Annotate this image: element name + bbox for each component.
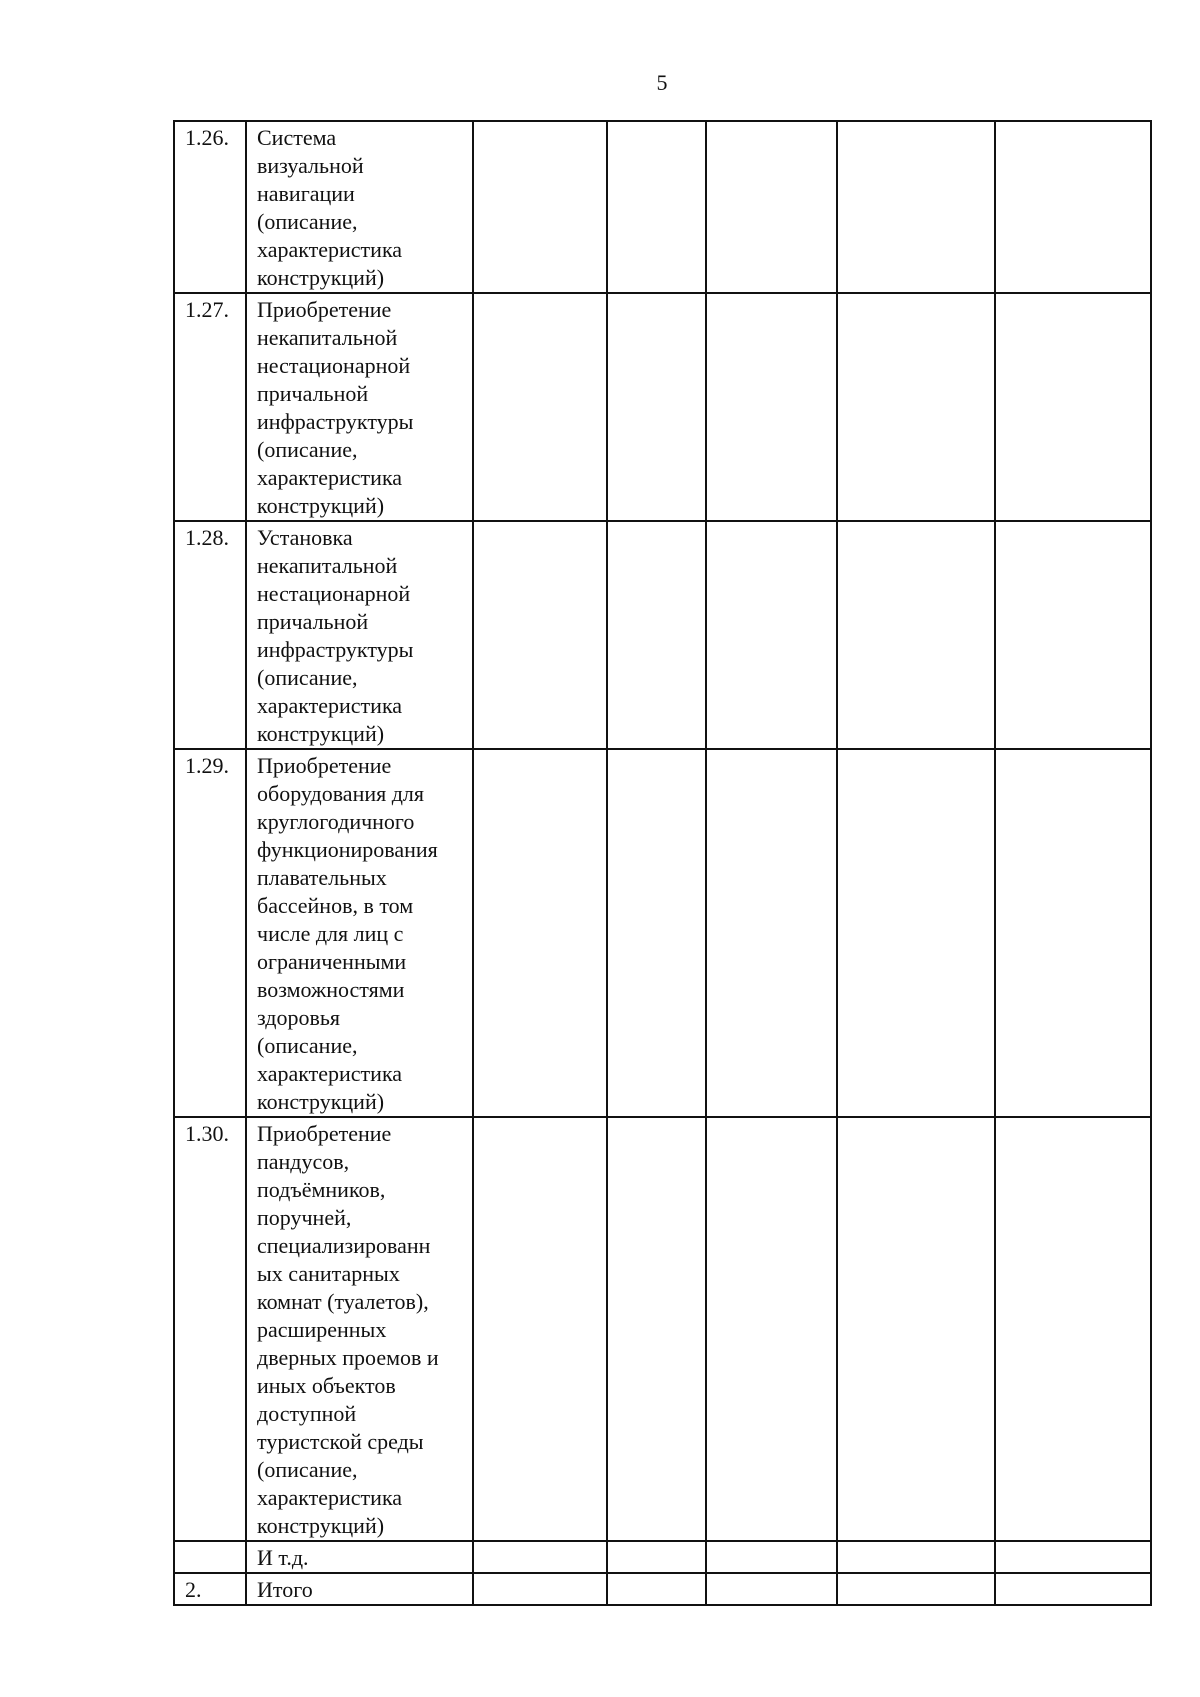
row-number: 1.28. [174,521,246,749]
empty-cell [995,521,1151,749]
empty-cell [837,121,995,293]
empty-cell [995,1117,1151,1541]
empty-cell [607,521,706,749]
empty-cell [473,521,607,749]
row-number: 1.27. [174,293,246,521]
empty-cell [706,1573,837,1605]
empty-cell [473,1541,607,1573]
empty-cell [995,1573,1151,1605]
row-number: 2. [174,1573,246,1605]
table-row [174,293,1151,521]
empty-cell [837,1541,995,1573]
budget-table [173,120,1152,1606]
row-description: И т.д. [246,1541,473,1573]
row-description: Приобретение оборудования для круглогодичного функционирования плавательных бассейнов, в том числе для лиц с ограниченными возможностями здоровья (описание, характеристика конструкций) [246,749,473,1117]
empty-cell [995,121,1151,293]
table-row [174,749,1151,1117]
empty-cell [706,749,837,1117]
empty-cell [995,749,1151,1117]
empty-cell [473,1573,607,1605]
empty-cell [837,293,995,521]
row-description: Установка некапитальной нестационарной причальной инфраструктуры (описание, характеристика конструкций) [246,521,473,749]
row-number: 1.29. [174,749,246,1117]
row-description: Итого [246,1573,473,1605]
empty-cell [995,1541,1151,1573]
row-description: Приобретение некапитальной нестационарной причальной инфраструктуры (описание, характеристика конструкций) [246,293,473,521]
empty-cell [473,293,607,521]
row-number: 1.30. [174,1117,246,1541]
empty-cell [607,121,706,293]
empty-cell [706,1541,837,1573]
empty-cell [706,521,837,749]
empty-cell [607,1117,706,1541]
empty-cell [837,1573,995,1605]
page-number: 5 [656,70,668,95]
row-description: Приобретение пандусов, подъёмников, поручней, специализированн ых санитарных комнат (туалетов), расширенных дверных проемов и иных объектов доступной туристской среды (описание, характеристика конструкций) [246,1117,473,1541]
row-number [174,1541,246,1573]
table-row [174,521,1151,749]
table-row [174,1541,1151,1573]
empty-cell [607,1573,706,1605]
row-description: Система визуальной навигации (описание, характеристика конструкций) [246,121,473,293]
empty-cell [473,749,607,1117]
row-number: 1.26. [174,121,246,293]
table-row [174,121,1151,293]
empty-cell [607,293,706,521]
table-row-total [174,1573,1151,1605]
empty-cell [995,293,1151,521]
empty-cell [607,749,706,1117]
empty-cell [473,121,607,293]
empty-cell [837,1117,995,1541]
empty-cell [706,121,837,293]
empty-cell [837,521,995,749]
empty-cell [837,749,995,1117]
empty-cell [706,1117,837,1541]
empty-cell [473,1117,607,1541]
empty-cell [607,1541,706,1573]
empty-cell [706,293,837,521]
table-row [174,1117,1151,1541]
